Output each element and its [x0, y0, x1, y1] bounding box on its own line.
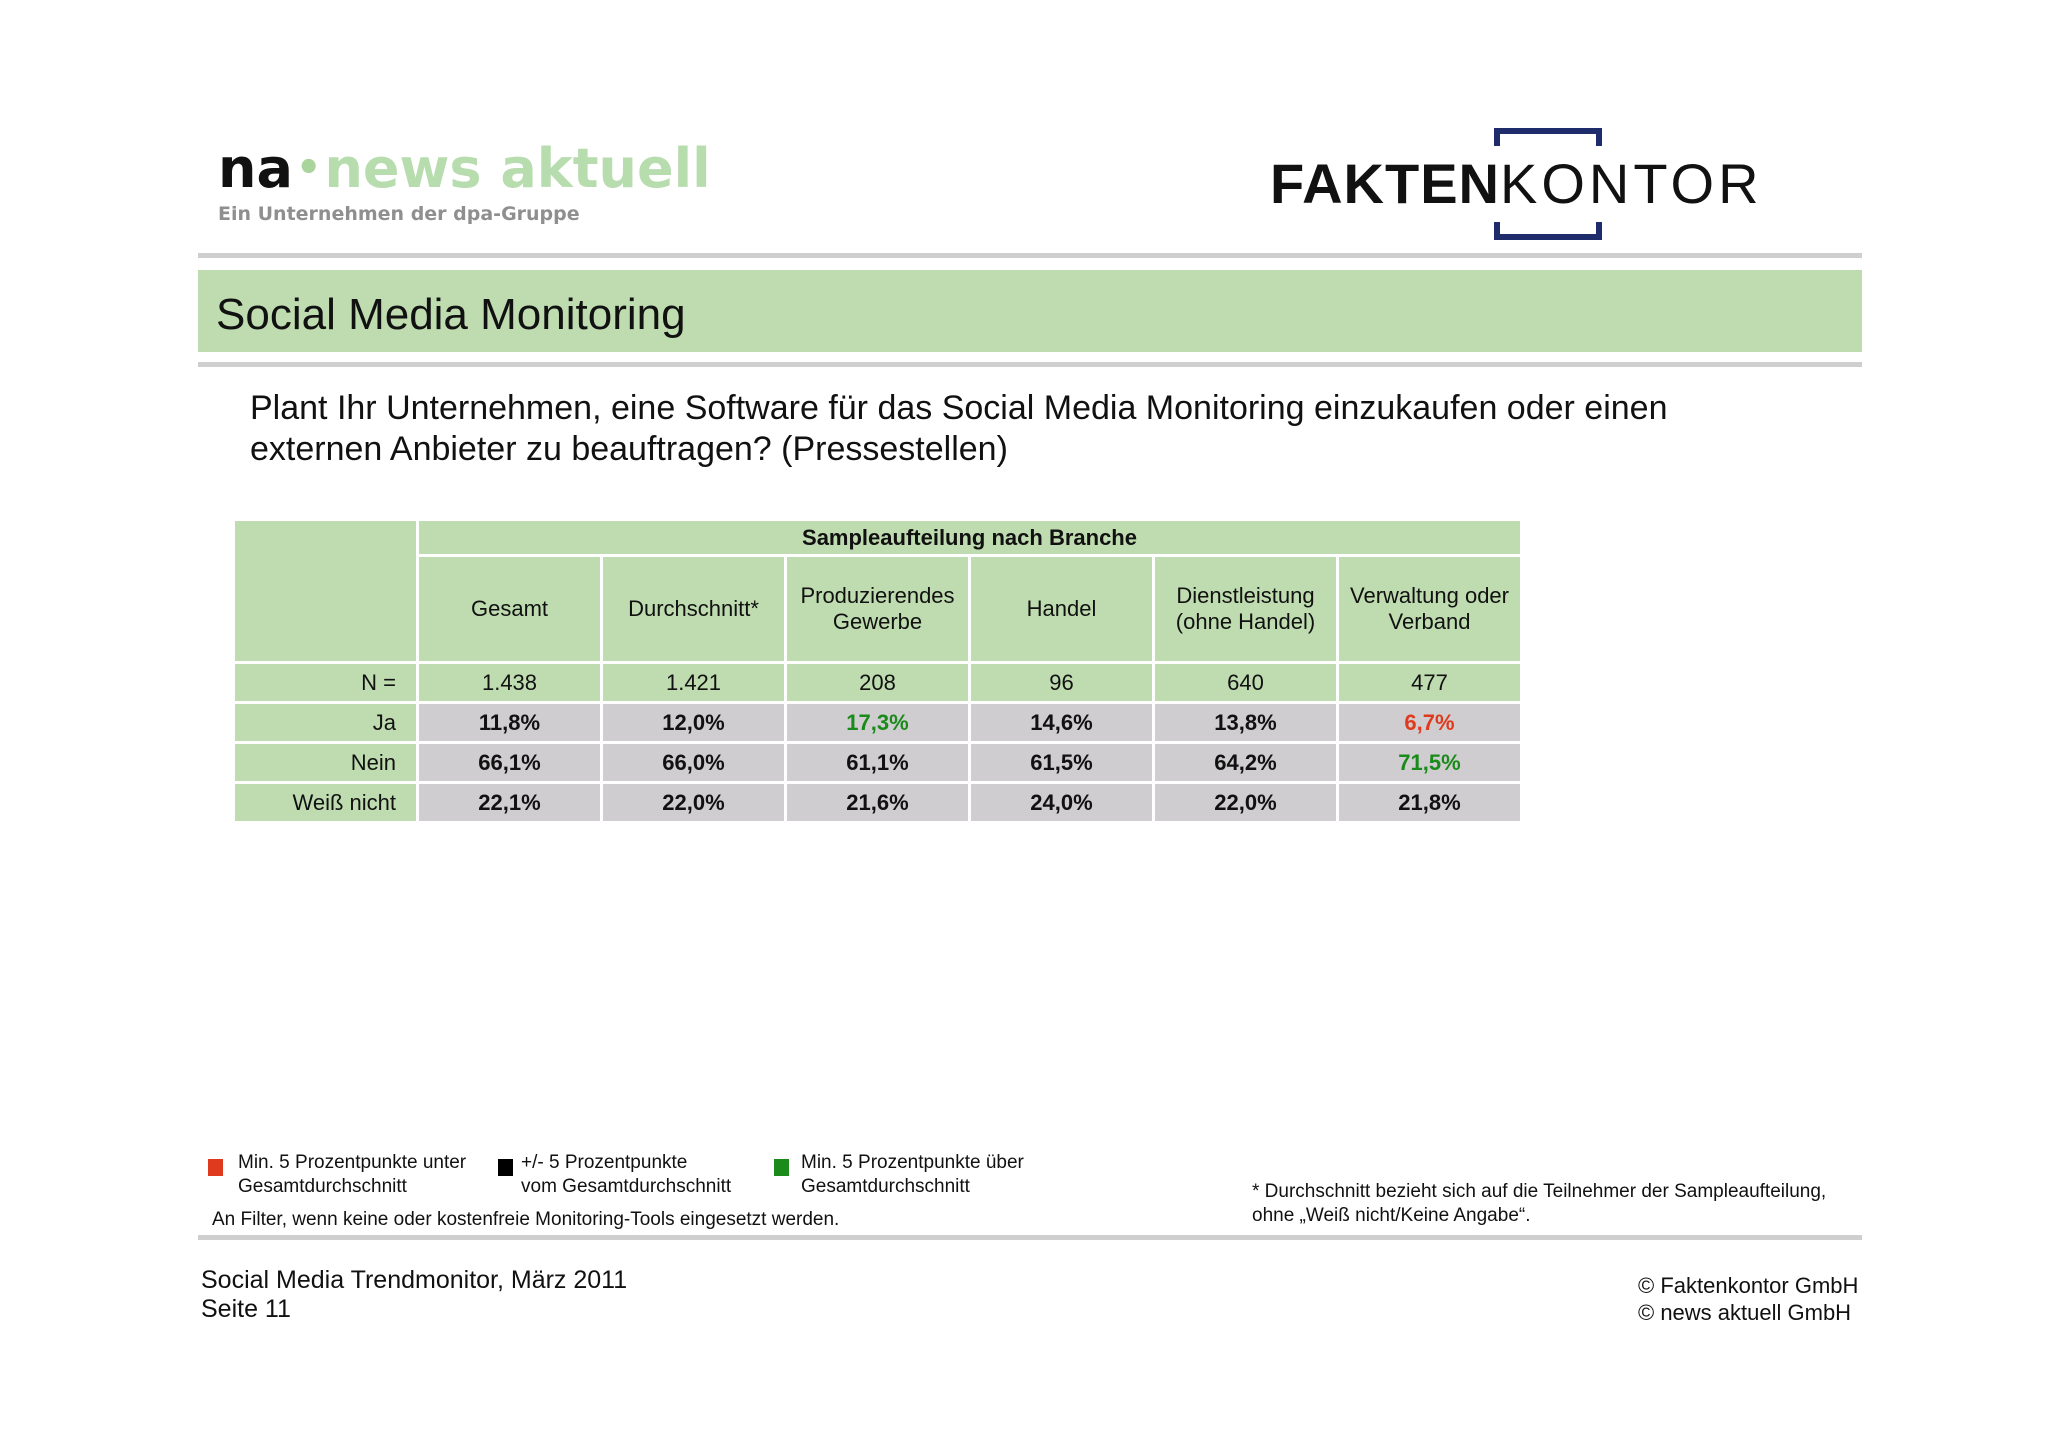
top-divider [198, 253, 1862, 258]
table-cell: 13,8% [1154, 703, 1338, 743]
table-row [234, 703, 1522, 743]
row-label: Nein [234, 743, 418, 783]
bottom-divider [198, 1235, 1862, 1240]
legend-item-above [801, 1151, 1024, 1199]
legend-black-swatch-icon [498, 1159, 513, 1176]
copyright-news-aktuell: © news aktuell GmbH [1638, 1300, 1852, 1325]
page-title: Social Media Monitoring [216, 290, 686, 339]
column-header-line: Verwaltung oder [1350, 583, 1509, 608]
table-cell: 1.421 [602, 663, 786, 703]
filter-note: An Filter, wenn keine oder kostenfreie Monitoring-Tools eingesetzt werden. [212, 1209, 840, 1230]
table-cell: 61,5% [970, 743, 1154, 783]
faktenkontor-wordmark [1270, 154, 1763, 214]
legend-green-swatch-icon [774, 1159, 789, 1176]
column-header-line: Handel [1026, 596, 1097, 621]
table-cell: 66,1% [418, 743, 602, 783]
column-header-line: Gewerbe [832, 609, 923, 634]
logo-na-prefix: na [218, 137, 293, 200]
column-header-line: Dienstleistung [1176, 583, 1315, 608]
faktenkontor-logo [1270, 128, 1830, 240]
legend-label: Gesamtdurchschnitt [801, 1176, 970, 1197]
question-line-2: externen Anbieter zu beauftragen? (Pressestellen) [250, 430, 1008, 468]
logo-fakten-text: FAKTEN [1270, 152, 1500, 215]
logo-brand-text: news aktuell [324, 137, 711, 200]
logo-tagline: Ein Unternehmen der dpa-Gruppe [218, 203, 580, 225]
legend-red-swatch-icon [208, 1159, 223, 1176]
legend-label: Gesamtdurchschnitt [238, 1176, 407, 1197]
row-label: N = [234, 663, 418, 703]
table-cell: 477 [1338, 663, 1522, 703]
table-cell: 22,0% [602, 783, 786, 823]
table-cell: 96 [970, 663, 1154, 703]
question-line-1: Plant Ihr Unternehmen, eine Software für das Social Media Monitoring einzukaufen oder einen [250, 389, 1668, 427]
results-table [232, 518, 1523, 824]
table-cell: 17,3% [786, 703, 970, 743]
table-cell: 1.438 [418, 663, 602, 703]
table-cell: 21,8% [1338, 783, 1522, 823]
table-row [234, 743, 1522, 783]
footnote-line-2: ohne „Weiß nicht/Keine Angabe“. [1252, 1205, 1531, 1226]
column-header-line: Verband [1388, 609, 1471, 634]
table-row [234, 783, 1522, 823]
legend-label: vom Gesamtdurchschnitt [521, 1176, 732, 1197]
news-aktuell-logo [218, 138, 711, 225]
survey-question [250, 388, 1790, 470]
legend-item-below [238, 1151, 466, 1199]
column-header [1338, 556, 1522, 663]
column-header [786, 556, 970, 663]
column-header [970, 556, 1154, 663]
logo-bracket-top-icon [1494, 128, 1602, 146]
table-cell: 12,0% [602, 703, 786, 743]
column-header [418, 556, 602, 663]
group-header: Sampleaufteilung nach Branche [418, 520, 1522, 556]
row-label: Ja [234, 703, 418, 743]
table-cell: 64,2% [1154, 743, 1338, 783]
table-cell: 71,5% [1338, 743, 1522, 783]
table-cell: 66,0% [602, 743, 786, 783]
legend-item-within [521, 1151, 731, 1199]
legend-label: +/- 5 Prozentpunkte [521, 1152, 688, 1173]
column-header-line: Durchschnitt* [628, 596, 759, 621]
table-corner-cell [234, 520, 418, 663]
footer-source [201, 1266, 627, 1324]
legend-label: Min. 5 Prozentpunkte über [801, 1152, 1024, 1173]
column-header [1154, 556, 1338, 663]
footer-page-number: Seite 11 [201, 1295, 291, 1323]
table-cell: 6,7% [1338, 703, 1522, 743]
footer-report-name: Social Media Trendmonitor, März 2011 [201, 1266, 628, 1294]
table-cell: 640 [1154, 663, 1338, 703]
news-aktuell-wordmark [218, 138, 711, 199]
table-row [234, 663, 1522, 703]
column-header-row [234, 556, 1522, 663]
legend-label: Min. 5 Prozentpunkte unter [238, 1152, 467, 1173]
average-footnote [1252, 1180, 1826, 1228]
row-label: Weiß nicht [234, 783, 418, 823]
table-cell: 22,1% [418, 783, 602, 823]
logo-kontor-text: KONTOR [1500, 152, 1763, 215]
table-body [234, 663, 1522, 823]
table-cell: 208 [786, 663, 970, 703]
table-cell: 21,6% [786, 783, 970, 823]
table-cell: 14,6% [970, 703, 1154, 743]
logo-dot-icon: • [295, 145, 322, 191]
logo-bracket-bottom-icon [1494, 222, 1602, 240]
table-cell: 24,0% [970, 783, 1154, 823]
table-cell: 11,8% [418, 703, 602, 743]
table-cell: 22,0% [1154, 783, 1338, 823]
table-cell: 61,1% [786, 743, 970, 783]
column-header-line: (ohne Handel) [1175, 609, 1316, 634]
copyright-faktenkontor: © Faktenkontor GmbH [1638, 1273, 1859, 1298]
footer-copyright [1638, 1272, 1858, 1326]
footnote-line-1: * Durchschnitt bezieht sich auf die Teilnehmer der Sampleaufteilung, [1252, 1181, 1827, 1202]
column-header [602, 556, 786, 663]
column-header-line: Produzierendes [800, 583, 955, 608]
title-bar [198, 270, 1862, 352]
column-header-line: Gesamt [470, 596, 549, 621]
title-divider [198, 362, 1862, 367]
